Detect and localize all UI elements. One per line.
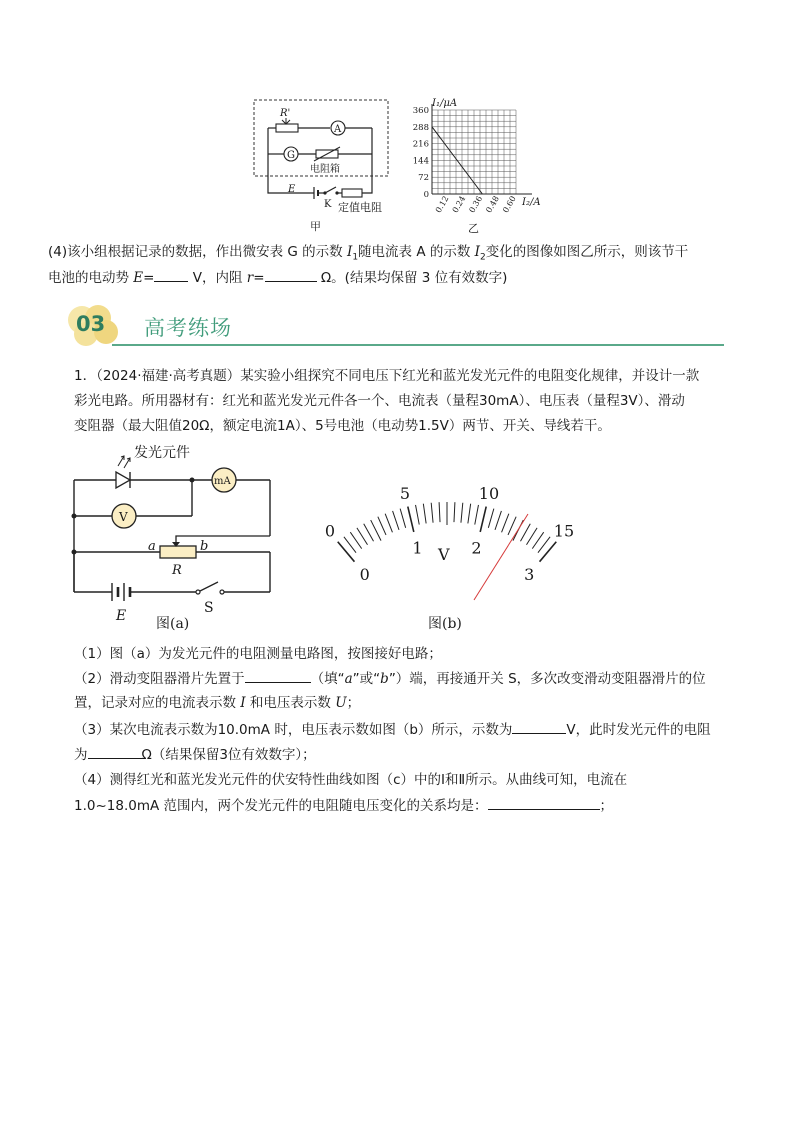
y-tick-label: 72 (418, 173, 429, 184)
figure-a-circuit (64, 440, 280, 636)
dial-tick (439, 502, 440, 522)
dial-tick (393, 511, 399, 530)
emf-answer-blank[interactable] (154, 267, 188, 282)
switch-S-label: S (204, 600, 214, 616)
figure-b-voltmeter-dial (312, 452, 582, 636)
step-4-line-1: （4）测得红光和蓝光发光元件的伏安特性曲线如图（c）中的Ⅰ和Ⅱ所示。从曲线可知，电流在 (74, 772, 628, 788)
dial-tick (357, 528, 368, 545)
dial-tick (371, 520, 381, 541)
dial-bottom-scale-label: 2 (471, 538, 482, 558)
dial-tick (416, 505, 420, 525)
led-label: 发光元件 (134, 445, 190, 461)
dial-tick (480, 507, 486, 532)
rheostat-a-label: a (148, 539, 156, 554)
ammeter-label: A (334, 124, 342, 135)
slider-position-blank[interactable] (245, 668, 311, 683)
section-header (64, 304, 724, 348)
y-tick-label: 0 (423, 190, 429, 200)
dial-tick (408, 507, 414, 532)
dial-tick (526, 528, 537, 545)
voltage-reading-blank[interactable] (512, 719, 566, 734)
x-tick-label: 0.24 (450, 194, 468, 215)
dial-bottom-scale-label: 0 (359, 564, 370, 584)
circuit-jia-diagram (250, 96, 400, 236)
dial-tick (468, 504, 471, 524)
section-number: 03 (76, 312, 106, 336)
step-3-line-1: （3）某次电流表示数为10.0mA 时，电压表示数如图（b）所示，示数为 V，此时发光元件的电阻 (74, 719, 711, 740)
internal-resistance-answer-blank[interactable] (265, 267, 317, 282)
dial-tick (423, 504, 426, 524)
dial-bottom-scale-label: 1 (412, 538, 423, 558)
dial-tick (532, 532, 543, 548)
y-tick-label: 144 (412, 156, 429, 167)
resistance-answer-blank[interactable] (88, 744, 142, 759)
step-4-line-2: 1.0~18.0mA 范围内，两个发光元件的电阻随电压变化的关系均是： ； (74, 795, 613, 816)
caption-figure-a: 图(a) (156, 616, 190, 632)
r-prime-label: R' (280, 108, 291, 119)
dial-bottom-scale-label: 3 (524, 564, 535, 584)
switch-label: K (324, 199, 332, 210)
caption-jia: 甲 (310, 220, 321, 233)
step-2-line-1: （2）滑动变阻器滑片先置于 （填“a”或“b”）端，再接通开关 S，多次改变滑动变阻器滑片的位 (74, 668, 706, 689)
section-title: 高考练场 (144, 316, 232, 340)
dial-tick (338, 542, 355, 562)
dial-tick (364, 524, 374, 541)
caption-figure-b: 图(b) (428, 616, 462, 632)
q4-line-2: 电池的电动势 E= V，内阻 r= Ω。(结果均保留 3 位有效数字) (48, 267, 507, 288)
graph-x-label: I₂/A (522, 197, 541, 208)
galvanometer-label: G (287, 150, 295, 161)
step-2-line-2: 置，记录对应的电流表示数 I 和电压表示数 U； (74, 695, 361, 711)
q4-line-1: (4)该小组根据记录的数据，作出微安表 G 的示数 $I_1$随电流表 A 的示数 $I_2$变化的图像如图乙所示，则该节干 (48, 244, 689, 263)
graph-yi-chart (404, 96, 554, 236)
dial-tick (378, 517, 386, 535)
y-tick-label: 216 (412, 139, 429, 150)
dial-top-scale-label: 15 (553, 521, 575, 541)
dial-tick (385, 514, 392, 533)
step-3-line-2: 为 Ω（结果保留3位有效数字）； (74, 744, 316, 765)
fixed-resistor-label: 定值电阻 (338, 201, 382, 214)
dial-tick (350, 532, 361, 548)
dial-tick (502, 514, 509, 533)
dial-top-scale-label: 10 (478, 483, 500, 503)
dial-unit-label: V (438, 545, 450, 564)
dial-tick (495, 511, 501, 530)
problem1-line-1: 1．（2024·福建·高考真题）某实验小组探究不同电压下红光和蓝光发光元件的电阻变化规律，并设计一款 (74, 368, 700, 384)
rheostat-b-label: b (200, 539, 209, 554)
dial-tick (475, 505, 479, 525)
relationship-answer-blank[interactable] (488, 795, 600, 810)
caption-yi: 乙 (468, 222, 479, 235)
dial-tick (540, 542, 557, 562)
x-tick-label: 0.48 (484, 194, 501, 215)
dial-tick (520, 524, 530, 541)
resistance-box-label: 电阻箱 (310, 164, 340, 175)
dial-tick (461, 503, 463, 523)
x-tick-label: 0.36 (467, 194, 485, 215)
x-tick-label: 0.60 (501, 194, 518, 215)
rheostat-R-label: R (172, 563, 182, 578)
dial-top-scale-label: 0 (324, 521, 336, 541)
voltmeter-label: V (119, 510, 128, 524)
y-tick-label: 288 (412, 122, 429, 133)
y-tick-label: 360 (412, 106, 429, 116)
dial-tick (508, 517, 516, 535)
dial-top-scale-label: 5 (399, 483, 411, 503)
emf-label: E (288, 184, 296, 195)
milliammeter-label: mA (214, 476, 231, 487)
section-underline (112, 344, 724, 346)
problem1-line-3: 变阻器（最大阻值20Ω，额定电流1A）、5号电池（电动势1.5V）两节、开关、导线若干。 (74, 418, 611, 434)
problem1-line-2: 彩光电路。所用器材有：红光和蓝光发光元件各一个、电流表（量程30mA）、电压表（量程3V）、滑动 (74, 393, 685, 409)
dial-tick (454, 502, 455, 522)
dial-tick (400, 509, 406, 528)
step-1: （1）图（a）为发光元件的电阻测量电路图，按图接好电路； (74, 646, 442, 662)
dial-tick (431, 503, 433, 523)
x-tick-label: 0.12 (433, 194, 451, 215)
dial-tick (488, 509, 494, 528)
battery-E-label: E (116, 608, 127, 624)
graph-y-label: I₁/μA (432, 98, 458, 109)
